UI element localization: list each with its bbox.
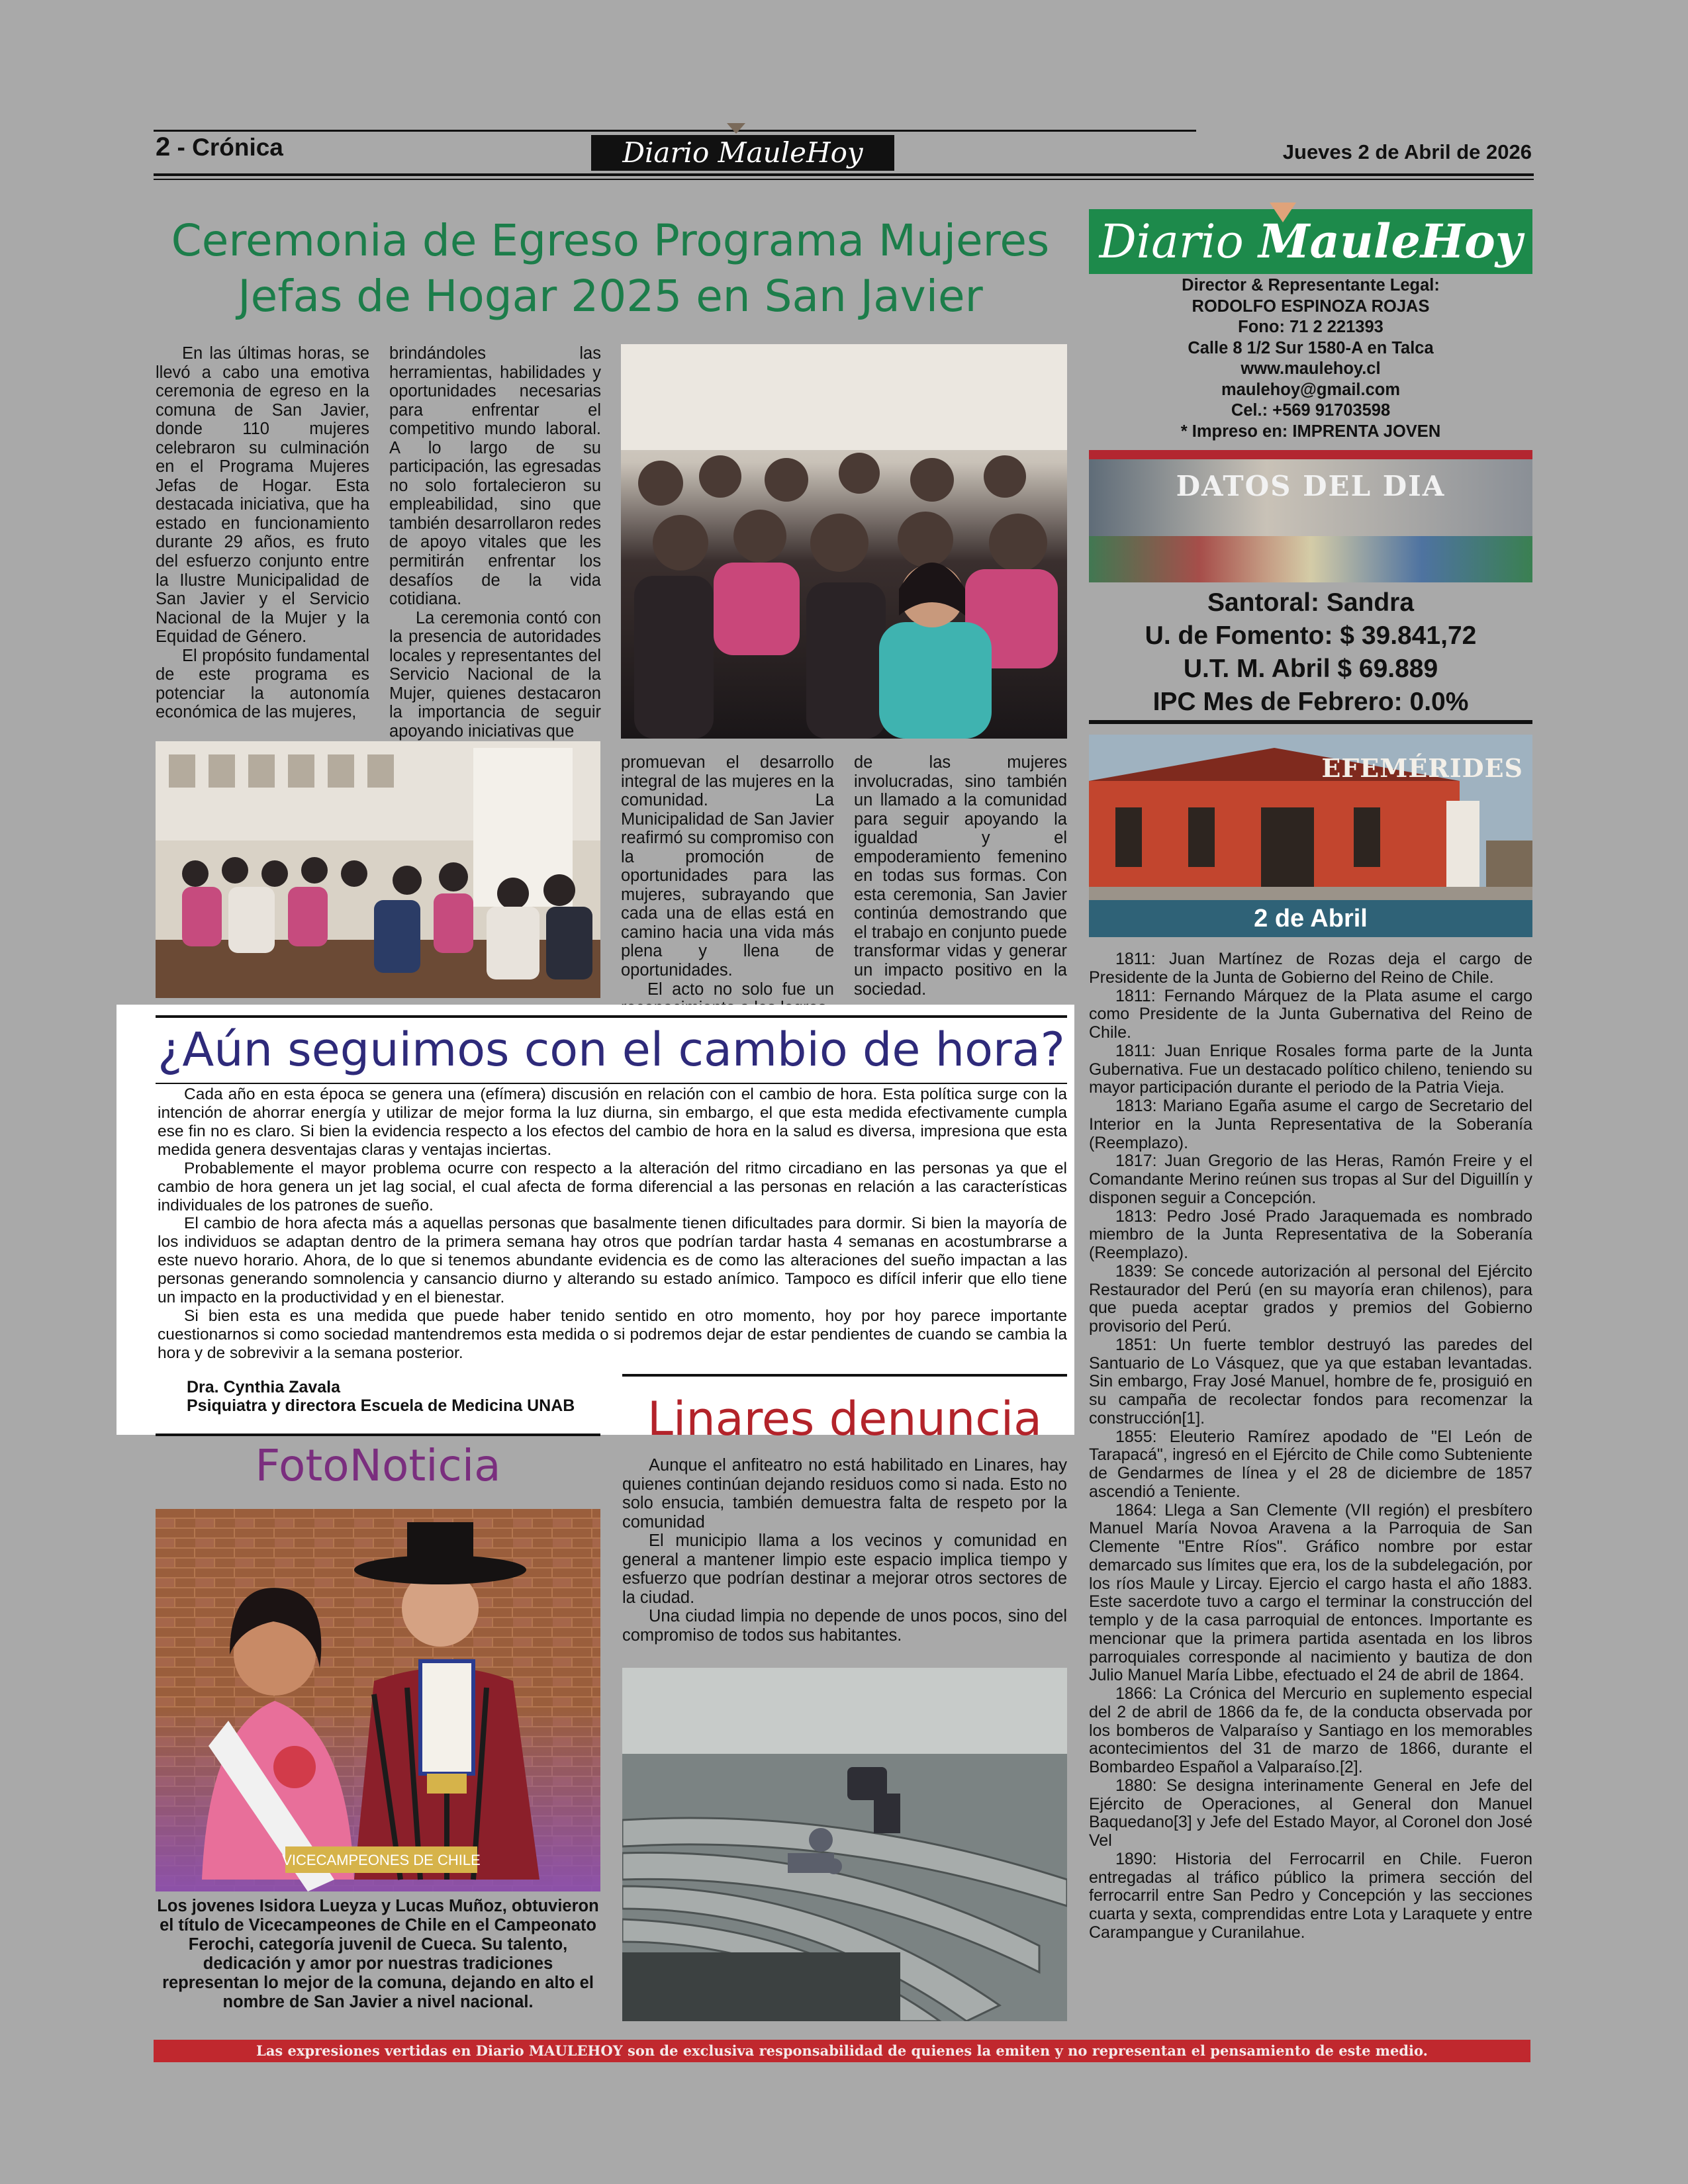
efemerides-date: 2 de Abril: [1089, 900, 1532, 937]
lead-title-line1: Ceremonia de Egreso Programa Mujeres: [171, 215, 1050, 266]
opinion-author: Dra. Cynthia Zavala: [187, 1378, 341, 1396]
staff-line-7: Cel.: +569 91703598: [1231, 401, 1391, 420]
opinion-p1: Cada año en esta época se genera una (efímera) discusión en relación con el cambio de hora. Esta política surge con la intención de ahorrar energía y utilizar de mejor forma la luz diurna, sin embargo, el que esta medida efectivamente cumpla ese fin no es claro. Si bien la evidencia respecto a los efectos del cambio de hora en la salud es diversa, impresiona que esta medida genera desventajas claras y ventajas inciertas.: [158, 1085, 1067, 1159]
header-bottom-rule: [154, 173, 1534, 176]
uf-value: U. de Fomento: $ 39.841,72: [1145, 621, 1477, 650]
staff-line-4: Calle 8 1/2 Sur 1580-A en Talca: [1188, 338, 1434, 357]
lead-col3-p1: promuevan el desarrollo integral de las mujeres en la comunidad. La Municipalidad de San Javier reafirmó su compromiso con la promoción de oportunidades para las mujeres, subrayando que cada una de ellas está en camino hacia una vida más plena y llena de oportunidades.: [621, 753, 834, 980]
lead-col3-p2: El acto no solo fue un: [647, 979, 834, 999]
opinion-p4: Si bien esta es una medida que puede haber tenido sentido en otro momento, hoy por hoy parece importante cuestionarnos si como sociedad mantendremos esta medida o si podremos dejar de estar pendientes de cuando se cambia la hora y de sobrevivir a la semana posterior.: [158, 1307, 1067, 1362]
page-num: 2: [156, 132, 171, 161]
staff-line-8: * Impreso en: IMPRENTA JOVEN: [1180, 422, 1441, 441]
opinion-title-rule: [156, 1083, 1067, 1084]
efemeride-2: 1811: Fernando Márquez de la Plata asume el cargo como Presidente de la Junta Gubernativa del Reino de Chile.: [1089, 986, 1532, 1042]
sidebar-logo-diario: Diario: [1099, 214, 1259, 269]
efemerides-list: [1089, 950, 1532, 1942]
efemeride-4: 1813: Mariano Egaña asume el cargo de Secretario del Interior en la Junta Representativa de la Soberanía (Reemplazo).: [1089, 1097, 1532, 1152]
header-masthead: [591, 135, 894, 171]
opinion-title: ¿Aún seguimos con el cambio de hora?: [158, 1023, 1065, 1077]
footer-disclaimer: Las expresiones vertidas en Diario MAULEHOY son de exclusiva responsabilidad de quienes la emiten y no representan el pensamiento de este medio.: [154, 2040, 1530, 2062]
opinion-author-role: Psiquiatra y directora Escuela de Medicina UNAB: [187, 1396, 575, 1415]
staff-line-1: Director & Representante Legal:: [1182, 276, 1440, 295]
linares-title: Linares denuncia: [647, 1392, 1043, 1446]
staff-line-3: Fono: 71 2 221393: [1238, 318, 1383, 336]
lead-col3: [621, 753, 834, 1018]
datos-banner-image: [1089, 450, 1532, 582]
lead-col4-p1: de las mujeres involucradas, sino también un llamado a la comunidad para seguir apoyando la igualdad y el empoderamiento femenino en todas sus formas. Con esta ceremonia, San Javier continúa demostrando que el trabajo en conjunto puede transformar vidas y generar un impacto positivo en la sociedad.: [854, 753, 1067, 999]
efemerides-image: [1089, 735, 1532, 937]
lead-photo-ceremony: [156, 741, 600, 998]
header-pointer: [727, 123, 745, 134]
linares-body: [622, 1456, 1067, 1645]
linares-photo: [622, 1668, 1067, 2021]
datos-red-bar: [1089, 450, 1532, 459]
opinion-sign-rule: [622, 1374, 1067, 1377]
opinion-body: [158, 1085, 1067, 1363]
efemerides-banner-text: EFEMÉRIDES: [1321, 753, 1523, 783]
lead-col4: [854, 753, 1067, 999]
lead-col1-p1: En las últimas horas, se llevó a cabo una emotiva ceremonia de egreso en la comuna de San Javier, donde 110 mujeres celebraron su culminación en el Programa Mujeres Jefas de Hogar. Esta destacada iniciativa, que ha estado en funcionamiento durante 29 años, es fruto del esfuerzo conjunto entre la Ilustre Municipalidad de San Javier y el Servicio Nacional de la Mujer y la Equidad de Género.: [156, 344, 369, 647]
lead-col1: [156, 344, 369, 722]
opinion-p2: Probablemente el mayor problema ocurre con respecto a la alteración del ritmo circadiano en las personas ya que el cambio de hora genera un jet lag social, el cual afecta de forma diferencial a las personas en relación a las características individuales de los patrones de sueño.: [158, 1159, 1067, 1214]
fotonoticia-caption: Los jovenes Isidora Lueyza y Lucas Muñoz, obtuvieron el título de Vicecampeones de Chile en el Campeonato Ferochi, categoría juvenil de Cueca. Su talento, dedicación y amor por nuestras tradiciones representan lo mejor de la comuna, dejando en alto el nombre de San Javier a nivel nacional.: [157, 1897, 599, 2012]
linares-p1: Aunque el anfiteatro no está habilitado en Linares, hay quienes continúan dejando residuos como si nada. Esto no solo ensucia, también demuestra falta de respeto por la comunidad: [622, 1456, 1067, 1531]
datos-strip: [1089, 536, 1532, 582]
efemeride-7: 1839: Se concede autorización al personal del Ejército Restaurador del Perú (en su mayoría eran chilenos), para que pueda aceptar grados y premios del Gobierno provisorio del Perú.: [1089, 1261, 1532, 1336]
ceremony-illustration: [156, 741, 600, 998]
fotonoticia-title: FotoNoticia: [255, 1440, 501, 1491]
lead-title-line2: Jefas de Hogar 2025 en San Javier: [238, 271, 983, 322]
efemeride-1: 1811: Juan Martínez de Rozas deja el cargo de Presidente de la Junta de Gobierno del Reino de Chile.: [1089, 950, 1532, 987]
masthead-diario: Diario: [622, 136, 718, 169]
staff-line-5: www.maulehoy.cl: [1241, 359, 1381, 378]
sidebar-logo-mark: [1270, 203, 1296, 222]
staff-line-2: RODOLFO ESPINOZA ROJAS: [1192, 296, 1430, 316]
sidebar-logo: [1089, 209, 1532, 274]
fotonoticia-photo: [156, 1509, 600, 1891]
header-top-rule: [154, 130, 1196, 132]
efemeride-12: 1880: Se designa interinamente General en Jefe del Ejército de Operaciones, al General don Manuel Baquedano[3] y Jefe del Estado Mayor, al Coronel don José Vel: [1089, 1776, 1532, 1850]
datos-banner-text: DATOS DEL DIA: [1176, 470, 1446, 502]
sidebar-logo-maulehoy: MauleHoy: [1258, 214, 1523, 269]
section-name: - Crónica: [170, 134, 283, 161]
lead-col2-p1: brindándoles las herramientas, habilidades y oportunidades necesarias para enfrentar el competitivo mundo laboral. A lo largo de su participación, las egresadas no solo fortalecieron su empleabilidad, sino que también desarrollaron redes de apoyo vitales que les permitirán enfrentar los desafíos de la vida cotidiana.: [389, 344, 601, 609]
utm-value: U.T. M. Abril $ 69.889: [1183, 655, 1438, 683]
lead-col2-p2: La ceremonia contó con la presencia de autoridades locales y representantes del Servicio Nacional de la Mujer, quienes destacaron la importancia de seguir apoyando iniciativas que: [389, 608, 601, 741]
lead-photo-audience: [621, 344, 1067, 739]
santoral: Santoral: Sandra: [1207, 588, 1415, 617]
datos-bottom-rule: [1089, 720, 1532, 724]
efemeride-3: 1811: Juan Enrique Rosales forma parte de la Junta Gubernativa. Fue un destacado político chileno, teniendo su mayor participación durante el periodo de la Patria Vieja.: [1089, 1041, 1532, 1097]
dancers-illustration: [156, 1509, 600, 1891]
header-date: Jueves 2 de Abril de 2026: [1282, 140, 1532, 163]
lead-col2: [389, 344, 601, 741]
efemeride-10: 1864: Llega a San Clemente (VII región) el presbítero Manuel María Novoa Aravena a la Parroquia de San Clemente "Entre Ríos". Gráfico nombre por estar demarcado sus límites que era, los de la subdelegación, por los ríos Maule y Lircay. Ejercio el cargo hasta el año 1883. Este sacerdote tuvo a cargo el terminar la construcción del templo y de la casa parroquial de entonces. Importante es mencionar que la primera partida asentada en los libros parroquiales corresponde al nacimiento y bautiza de don Julio Manuel María Libbe, efectuado el 24 de abril de 1864.: [1089, 1500, 1532, 1685]
audience-illustration: [621, 344, 1067, 739]
efemeride-6: 1813: Pedro José Prado Jaraquemada es nombrado miembro de la Junta Representativa de la Soberanía (Reemplazo).: [1089, 1206, 1532, 1262]
efemeride-8: 1851: Un fuerte temblor destruyó las paredes del Santuario de Lo Vásquez, que ya que estaban levantadas. Sin embargo, Fray José Manuel, hombre de fe, prosiguió en su campaña de recolectar fondos para recomenzar la construcción[1].: [1089, 1335, 1532, 1428]
page-number: [156, 132, 283, 162]
lead-title: [154, 213, 1067, 324]
linares-p3: Una ciudad limpia no depende de unos pocos, sino del compromiso de todos sus habitantes.: [622, 1607, 1067, 1645]
ipc-value: IPC Mes de Febrero: 0.0%: [1152, 688, 1469, 716]
fotonoticia-banner: VICECAMPEONES DE CHILE: [282, 1852, 481, 1868]
header-bottom-rule-2: [154, 179, 1534, 180]
lead-col1-p2: El propósito fundamental de este programa es potenciar la autonomía económica de las mujeres,: [156, 646, 369, 722]
opinion-p3: El cambio de hora afecta más a aquellas personas que basalmente tienen dificultades para dormir. Si bien la mayoría de los individuos se adaptan dentro de la primera semana hay otros que podrían tardar hasta 4 semanas en acostumbrarse a este nuevo horario. Ahora, de lo que si tenemos abundante evidencia es de como las alteraciones del sueño impactan a las personas generando somnolencia y cansancio diurno y alterando su estado anímico. Tampoco es difícil inferir que ello tiene un impacto en la productividad y en el bienestar.: [158, 1214, 1067, 1307]
efemeride-5: 1817: Juan Gregorio de las Heras, Ramón Freire y el Comandante Merino reúnen sus tropas al Sur del Diguillín y disponen seguir a Concepción.: [1089, 1152, 1532, 1207]
efemeride-13: 1890: Historia del Ferrocarril en Chile. Fueron entregadas al tráfico público la primera sección del ferrocarril entre San Pedro y Concepción y las secciones cuarta y sexta, comprendidas entre Lota y Laraquete y entre Carampangue y Curanilahue.: [1089, 1849, 1532, 1942]
sidebar-staff: [1089, 275, 1532, 442]
masthead-maulehoy: MauleHoy: [718, 136, 863, 169]
linares-p2: El municipio llama a los vecinos y comunidad en general a mantener limpio este espacio implica tiempo y esfuerzo que podrían destinar a mejorar otros sectores de la ciudad.: [622, 1531, 1067, 1607]
amphitheater-illustration: [622, 1668, 1067, 2021]
datos-values: [1089, 586, 1532, 719]
staff-line-6: maulehoy@gmail.com: [1221, 380, 1401, 399]
fotonoticia-rule: [156, 1433, 600, 1436]
efemeride-9: 1855: Eleuterio Ramírez apodado de "El León de Tarapacá", ingresó en el Ejército de Chile como Subteniente de Gendarmes de línea y el 28 de diciembre de 1857 ascendió a Teniente.: [1089, 1427, 1532, 1501]
efemeride-11: 1866: La Crónica del Mercurio en suplemento especial del 2 de abril de 1866 da fe, de la conducta observada por los bomberos de Valparaíso y Santiago en los memorables acontecimientos del 31 de marzo de 1866, durante el Bombardeo Español a Valparaíso.[2].: [1089, 1684, 1532, 1776]
